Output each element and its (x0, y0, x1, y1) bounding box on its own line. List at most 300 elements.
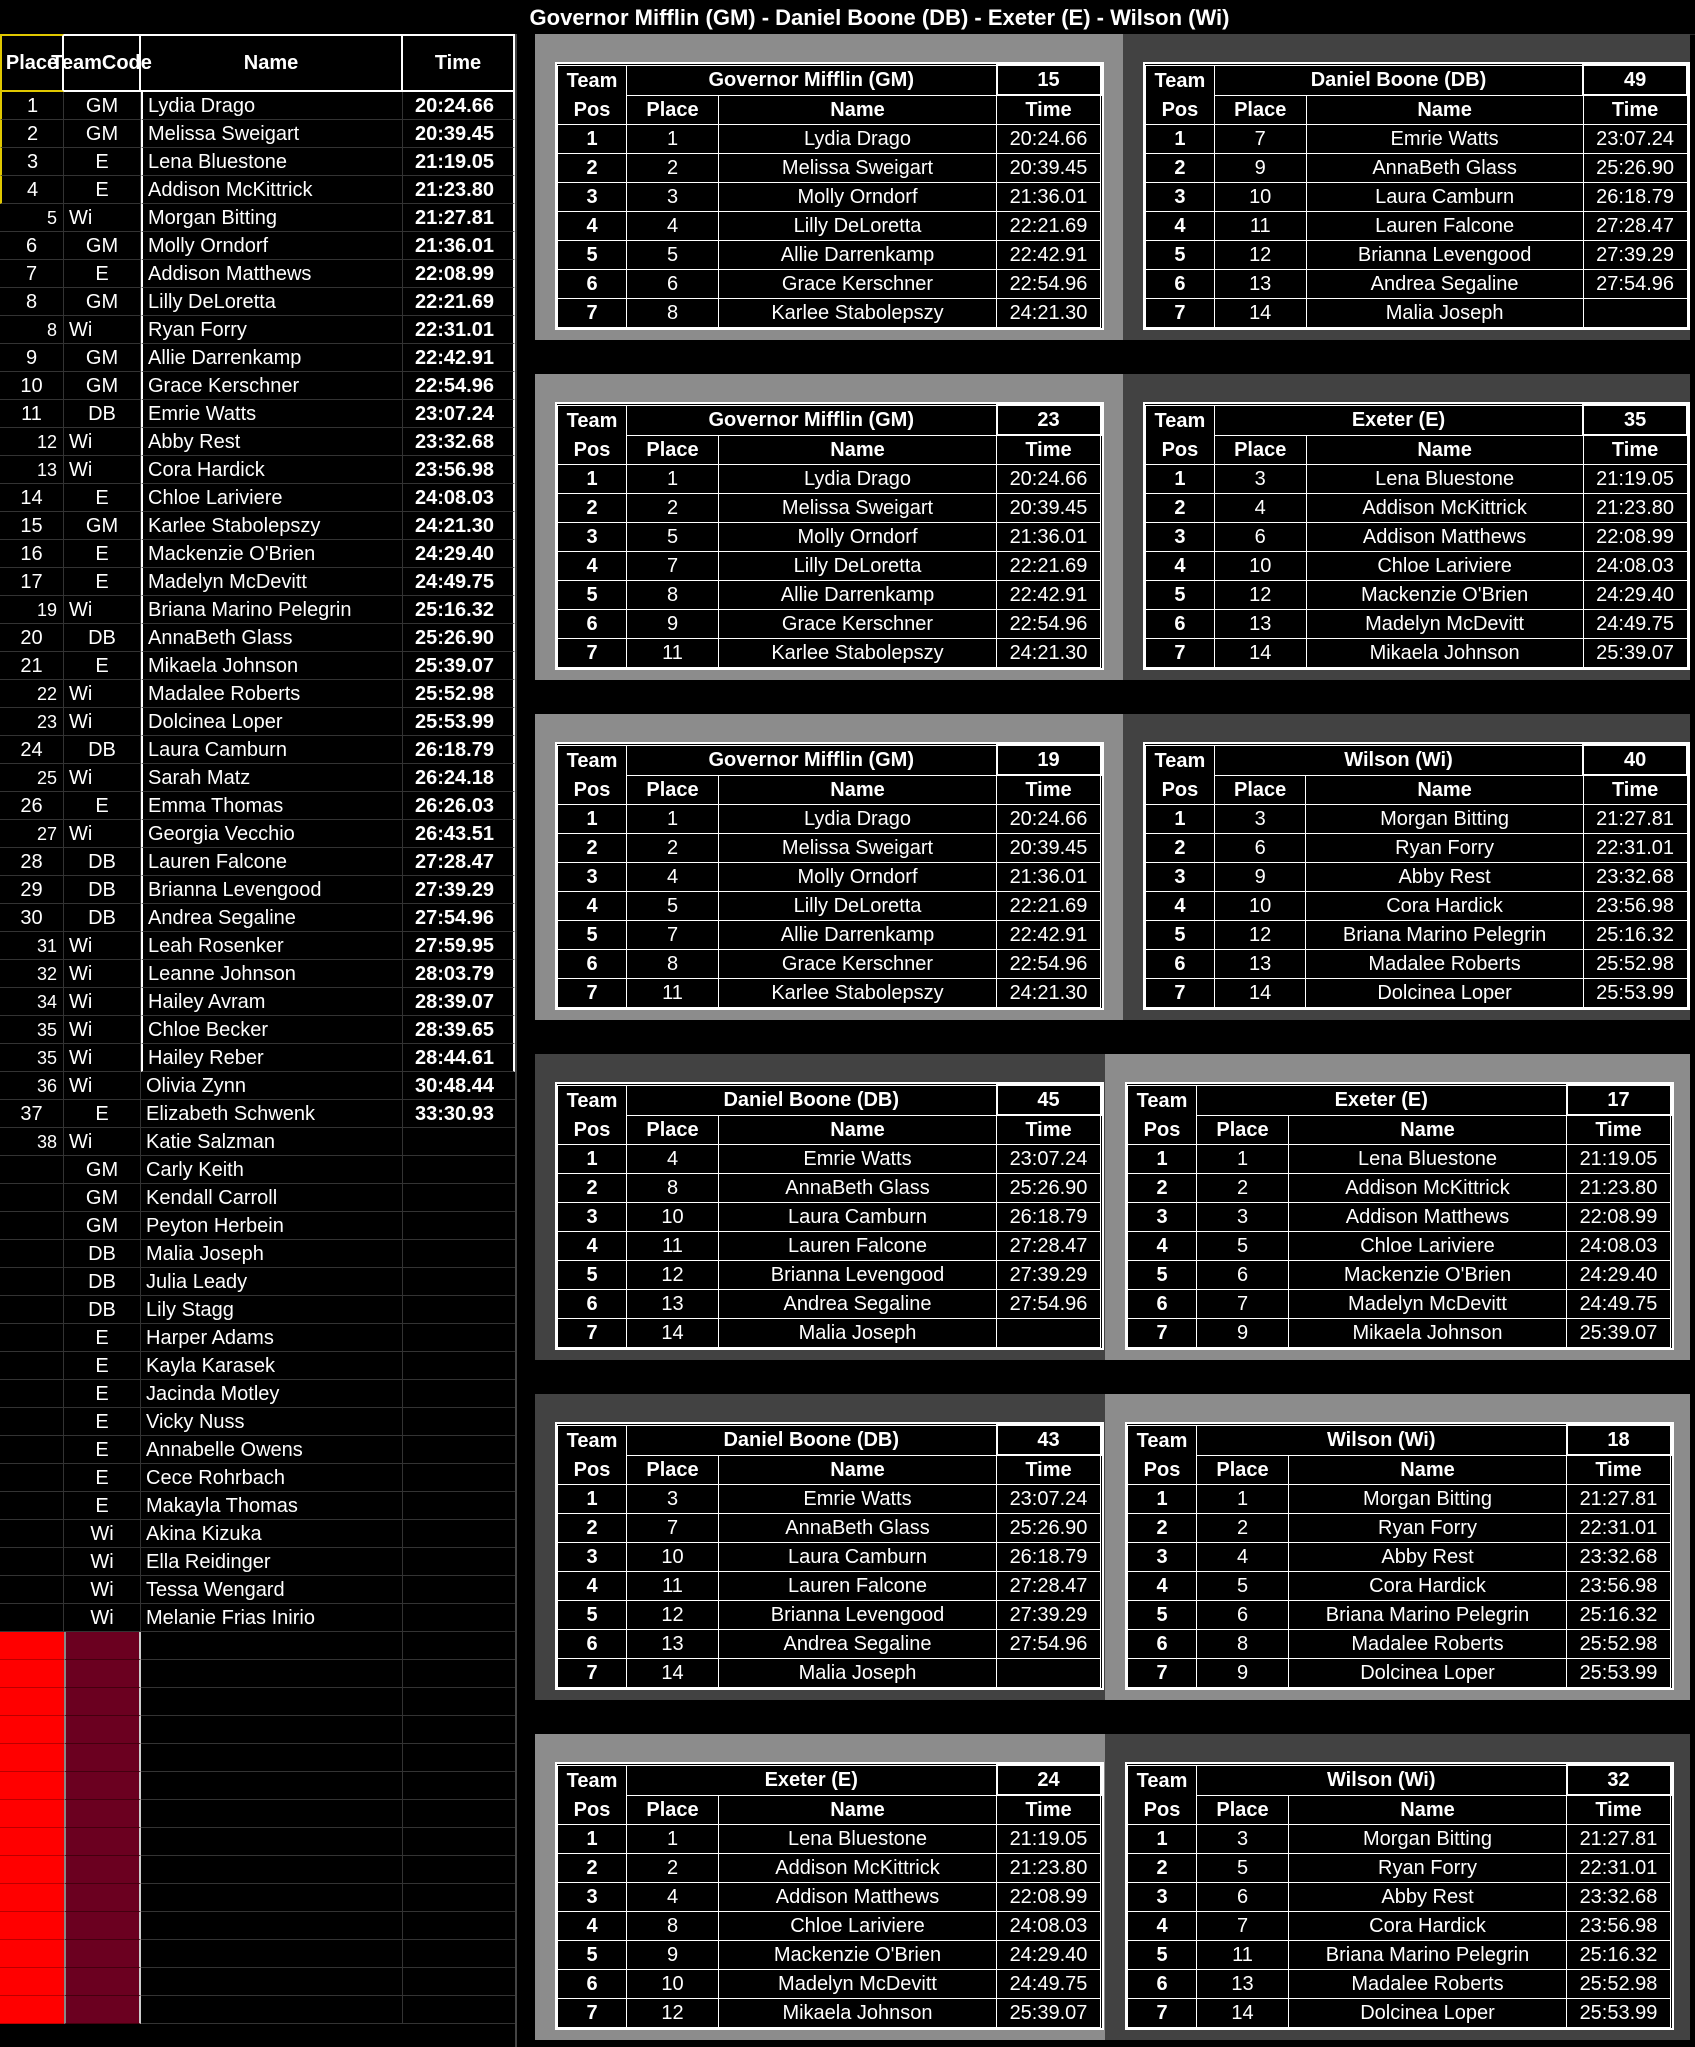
cell-team-code[interactable]: E (64, 176, 141, 204)
team-name[interactable]: Exeter (E) (1214, 405, 1583, 435)
cell-team-pos[interactable]: 2 (1128, 1854, 1197, 1883)
cell-place[interactable]: 4 (0, 176, 64, 204)
cell-place[interactable]: 8 (627, 1912, 719, 1941)
cell-name[interactable]: Madalee Roberts (141, 680, 403, 708)
cell-name[interactable]: Abby Rest (1289, 1543, 1567, 1572)
team-pos-label-bottom[interactable]: Pos (558, 1795, 627, 1825)
cell-time[interactable]: 20:24.66 (997, 805, 1101, 834)
cell-team-pos[interactable]: 1 (558, 125, 627, 154)
team-pos-label-bottom[interactable]: Pos (558, 1115, 627, 1145)
cell-team-pos[interactable]: 1 (558, 1145, 627, 1174)
cell-team-pos[interactable]: 3 (1146, 523, 1215, 552)
cell-team-code[interactable]: Wi (64, 680, 141, 708)
cell-place[interactable]: 2 (627, 494, 719, 523)
cell-name[interactable]: Emrie Watts (141, 400, 403, 428)
cell-team-pos[interactable]: 2 (1146, 154, 1215, 183)
cell-team-pos[interactable]: 4 (558, 1232, 627, 1261)
cell-team-pos[interactable]: 5 (1146, 921, 1215, 950)
cell-time[interactable]: 21:27.81 (1567, 1485, 1671, 1514)
cell-place[interactable] (0, 1268, 64, 1296)
cell-name[interactable]: Dolcinea Loper (1289, 1659, 1567, 1688)
cell-place[interactable]: 1 (627, 465, 719, 494)
cell-place[interactable]: 10 (627, 1203, 719, 1232)
cell-team-code[interactable]: E (64, 484, 141, 512)
cell-team-code[interactable]: Wi (64, 960, 141, 988)
cell-team-pos[interactable]: 2 (558, 1514, 627, 1543)
cell-time[interactable]: 27:39.29 (403, 876, 515, 904)
cell-name[interactable]: Kayla Karasek (141, 1352, 403, 1380)
cell-time[interactable] (403, 1436, 515, 1464)
cell-time[interactable]: 25:52.98 (403, 680, 515, 708)
name-header[interactable]: Name (1289, 1115, 1567, 1145)
team-score[interactable]: 23 (997, 405, 1101, 435)
cell-team-pos[interactable]: 2 (558, 834, 627, 863)
name-header[interactable]: Name (719, 1115, 997, 1145)
cell-time[interactable]: 27:39.29 (997, 1261, 1101, 1290)
cell-name[interactable]: Grace Kerschner (719, 610, 997, 639)
cell-name[interactable]: Jacinda Motley (141, 1380, 403, 1408)
cell-place[interactable]: 14 (1197, 1999, 1289, 2028)
cell-name[interactable]: Lena Bluestone (1306, 465, 1583, 494)
cell-time[interactable]: 26:18.79 (997, 1203, 1101, 1232)
cell-place[interactable] (0, 1520, 64, 1548)
cell-name-empty[interactable] (141, 1688, 403, 1716)
cell-time[interactable]: 25:26.90 (1583, 154, 1687, 183)
cell-place[interactable]: 9 (1197, 1659, 1289, 1688)
cell-place[interactable]: 5 (1197, 1572, 1289, 1601)
cell-place[interactable]: 12 (1214, 921, 1306, 950)
cell-name[interactable]: Laura Camburn (719, 1203, 997, 1232)
cell-time[interactable]: 28:39.65 (403, 1016, 515, 1044)
cell-place-empty[interactable] (0, 1716, 64, 1744)
cell-place[interactable]: 10 (627, 1970, 719, 1999)
cell-place[interactable]: 21 (0, 652, 64, 680)
cell-time[interactable] (403, 1212, 515, 1240)
cell-time[interactable]: 22:21.69 (403, 288, 515, 316)
cell-time[interactable]: 22:54.96 (997, 610, 1101, 639)
cell-name[interactable]: Emrie Watts (719, 1485, 997, 1514)
cell-name[interactable]: Chloe Lariviere (141, 484, 403, 512)
name-header[interactable]: Name (1306, 95, 1583, 125)
time-header[interactable]: Time (1583, 95, 1687, 125)
cell-place[interactable]: 12 (0, 428, 64, 456)
cell-time[interactable]: 25:53.99 (1567, 1999, 1671, 2028)
cell-team-pos[interactable]: 1 (558, 465, 627, 494)
cell-name[interactable]: Grace Kerschner (719, 270, 997, 299)
cell-team-pos[interactable]: 2 (558, 154, 627, 183)
team-name[interactable]: Governor Mifflin (GM) (627, 65, 997, 95)
cell-team-pos[interactable]: 1 (1128, 1825, 1197, 1854)
cell-place-empty[interactable] (0, 1772, 64, 1800)
team-pos-label-top[interactable]: Team (558, 1085, 627, 1115)
cell-place[interactable]: 22 (0, 680, 64, 708)
cell-place[interactable]: 7 (627, 552, 719, 581)
cell-team-pos[interactable]: 2 (558, 1174, 627, 1203)
team-name[interactable]: Governor Mifflin (GM) (627, 745, 997, 775)
cell-place[interactable] (0, 1464, 64, 1492)
cell-place-empty[interactable] (0, 1744, 64, 1772)
cell-team-code[interactable]: Wi (64, 1016, 141, 1044)
cell-team-code[interactable]: DB (64, 736, 141, 764)
team-score[interactable]: 35 (1583, 405, 1687, 435)
cell-team-pos[interactable]: 7 (1146, 639, 1215, 668)
cell-name-empty[interactable] (141, 1996, 403, 2024)
cell-name[interactable]: Leanne Johnson (141, 960, 403, 988)
team-pos-label-bottom[interactable]: Pos (558, 95, 627, 125)
cell-team-pos[interactable]: 4 (1128, 1572, 1197, 1601)
header-name[interactable]: Name (141, 34, 403, 92)
cell-team-code[interactable]: Wi (64, 596, 141, 624)
cell-time[interactable] (403, 1128, 515, 1156)
team-name[interactable]: Governor Mifflin (GM) (627, 405, 997, 435)
cell-name-empty[interactable] (141, 1828, 403, 1856)
cell-time[interactable] (403, 1548, 515, 1576)
cell-place[interactable]: 6 (1197, 1261, 1289, 1290)
cell-team-pos[interactable]: 6 (558, 1630, 627, 1659)
cell-team-pos[interactable]: 4 (558, 892, 627, 921)
cell-team-code[interactable]: DB (64, 1296, 141, 1324)
cell-place-empty[interactable] (0, 1968, 64, 1996)
cell-name[interactable]: Georgia Vecchio (141, 820, 403, 848)
cell-name[interactable]: Laura Camburn (141, 736, 403, 764)
cell-name[interactable]: Melanie Frias Inirio (141, 1604, 403, 1632)
cell-team-code[interactable]: Wi (64, 428, 141, 456)
cell-team-pos[interactable]: 4 (1146, 552, 1215, 581)
cell-time[interactable]: 27:28.47 (997, 1572, 1101, 1601)
cell-time[interactable]: 25:53.99 (403, 708, 515, 736)
cell-place[interactable]: 8 (627, 1174, 719, 1203)
cell-time[interactable]: 22:21.69 (997, 212, 1101, 241)
cell-time[interactable]: 21:19.05 (1583, 465, 1687, 494)
cell-place[interactable]: 17 (0, 568, 64, 596)
cell-team-pos[interactable]: 5 (1146, 241, 1215, 270)
cell-team-code[interactable]: Wi (64, 988, 141, 1016)
team-pos-label-bottom[interactable]: Pos (1128, 1115, 1197, 1145)
cell-place[interactable]: 2 (0, 120, 64, 148)
cell-place[interactable]: 11 (627, 1232, 719, 1261)
cell-team-pos[interactable]: 6 (1146, 270, 1215, 299)
cell-name[interactable]: Julia Leady (141, 1268, 403, 1296)
cell-name[interactable]: Harper Adams (141, 1324, 403, 1352)
time-header[interactable]: Time (997, 775, 1101, 805)
time-header[interactable]: Time (997, 435, 1101, 465)
cell-place[interactable]: 34 (0, 988, 64, 1016)
cell-name[interactable]: Mikaela Johnson (719, 1999, 997, 2028)
cell-name[interactable]: Lauren Falcone (1306, 212, 1583, 241)
cell-team-code[interactable]: GM (64, 120, 141, 148)
cell-name[interactable]: Lydia Drago (141, 92, 403, 120)
time-header[interactable]: Time (1567, 1115, 1671, 1145)
cell-time[interactable] (403, 1520, 515, 1548)
cell-time[interactable]: 20:24.66 (403, 92, 515, 120)
cell-time-empty[interactable] (403, 1996, 515, 2024)
cell-time[interactable]: 21:27.81 (1567, 1825, 1671, 1854)
cell-team-code[interactable]: GM (64, 288, 141, 316)
cell-name[interactable]: Mikaela Johnson (1306, 639, 1583, 668)
name-header[interactable]: Name (1306, 775, 1583, 805)
cell-team-pos[interactable]: 6 (558, 950, 627, 979)
team-pos-label-bottom[interactable]: Pos (1146, 435, 1215, 465)
cell-time[interactable]: 22:08.99 (1583, 523, 1687, 552)
cell-time[interactable]: 23:32.68 (1583, 863, 1687, 892)
cell-team-code[interactable]: E (64, 1408, 141, 1436)
cell-name[interactable]: Dolcinea Loper (1306, 979, 1583, 1008)
cell-place[interactable]: 6 (627, 270, 719, 299)
cell-place[interactable]: 29 (0, 876, 64, 904)
cell-place-empty[interactable] (0, 1828, 64, 1856)
cell-team-pos[interactable]: 2 (1146, 494, 1215, 523)
cell-name[interactable]: AnnaBeth Glass (719, 1174, 997, 1203)
cell-team-pos[interactable]: 6 (558, 1970, 627, 1999)
cell-time[interactable]: 20:24.66 (997, 465, 1101, 494)
header-place[interactable]: Place (0, 34, 64, 92)
cell-time[interactable]: 27:54.96 (997, 1290, 1101, 1319)
cell-team-pos[interactable]: 6 (1128, 1970, 1197, 1999)
cell-time[interactable]: 23:07.24 (997, 1145, 1101, 1174)
cell-name-empty[interactable] (141, 1884, 403, 1912)
cell-place[interactable] (0, 1408, 64, 1436)
cell-time[interactable]: 24:29.40 (403, 540, 515, 568)
cell-name[interactable]: Sarah Matz (141, 764, 403, 792)
cell-name[interactable]: Makayla Thomas (141, 1492, 403, 1520)
cell-time[interactable]: 21:36.01 (997, 523, 1101, 552)
cell-team-code[interactable]: DB (64, 1240, 141, 1268)
cell-team-pos[interactable]: 4 (558, 552, 627, 581)
cell-time[interactable]: 20:39.45 (997, 494, 1101, 523)
cell-place[interactable]: 13 (1214, 950, 1306, 979)
cell-name[interactable]: Addison Matthews (719, 1883, 997, 1912)
name-header[interactable]: Name (719, 95, 997, 125)
cell-place[interactable] (0, 1184, 64, 1212)
cell-time[interactable]: 24:08.03 (1583, 552, 1687, 581)
team-score[interactable]: 24 (997, 1765, 1101, 1795)
cell-team-pos[interactable]: 3 (1146, 183, 1215, 212)
cell-name-empty[interactable] (141, 1716, 403, 1744)
cell-team-code-empty[interactable] (64, 1716, 141, 1744)
cell-place[interactable]: 8 (627, 950, 719, 979)
place-header[interactable]: Place (627, 95, 719, 125)
cell-name[interactable]: Melissa Sweigart (141, 120, 403, 148)
cell-time[interactable]: 24:08.03 (997, 1912, 1101, 1941)
cell-team-pos[interactable]: 4 (1146, 212, 1215, 241)
cell-team-pos[interactable]: 2 (1146, 834, 1215, 863)
cell-team-pos[interactable]: 3 (1128, 1543, 1197, 1572)
cell-name[interactable]: Addison McKittrick (141, 176, 403, 204)
cell-time[interactable]: 24:08.03 (403, 484, 515, 512)
place-header[interactable]: Place (1214, 95, 1306, 125)
cell-place-empty[interactable] (0, 1660, 64, 1688)
cell-place[interactable]: 13 (627, 1290, 719, 1319)
cell-team-pos[interactable]: 3 (1128, 1203, 1197, 1232)
cell-place[interactable]: 7 (0, 260, 64, 288)
cell-time[interactable]: 24:21.30 (997, 299, 1101, 328)
cell-name[interactable]: Mackenzie O'Brien (1306, 581, 1583, 610)
cell-team-pos[interactable]: 5 (558, 921, 627, 950)
cell-time[interactable]: 24:29.40 (1583, 581, 1687, 610)
cell-place[interactable]: 2 (627, 834, 719, 863)
cell-name[interactable]: Mackenzie O'Brien (1289, 1261, 1567, 1290)
cell-name[interactable]: Malia Joseph (141, 1240, 403, 1268)
team-name[interactable]: Exeter (E) (627, 1765, 997, 1795)
cell-time[interactable]: 22:54.96 (997, 270, 1101, 299)
cell-team-code[interactable]: Wi (64, 1072, 141, 1100)
cell-team-code[interactable]: E (64, 1492, 141, 1520)
cell-place[interactable] (0, 1212, 64, 1240)
cell-name[interactable]: Morgan Bitting (1289, 1825, 1567, 1854)
cell-time-empty[interactable] (403, 1772, 515, 1800)
team-name[interactable]: Daniel Boone (DB) (1214, 65, 1583, 95)
cell-team-code[interactable]: Wi (64, 820, 141, 848)
cell-place-empty[interactable] (0, 1688, 64, 1716)
cell-name[interactable]: Molly Orndorf (719, 863, 997, 892)
cell-time[interactable]: 21:23.80 (403, 176, 515, 204)
cell-place[interactable] (0, 1240, 64, 1268)
cell-name[interactable]: Chloe Becker (141, 1016, 403, 1044)
cell-team-pos[interactable]: 7 (558, 1659, 627, 1688)
cell-time-empty[interactable] (403, 1632, 515, 1660)
cell-name[interactable]: Molly Orndorf (719, 523, 997, 552)
cell-team-code[interactable]: DB (64, 624, 141, 652)
cell-place[interactable]: 13 (627, 1630, 719, 1659)
cell-team-code[interactable]: GM (64, 512, 141, 540)
cell-name-empty[interactable] (141, 1744, 403, 1772)
cell-team-pos[interactable]: 5 (1128, 1941, 1197, 1970)
cell-name[interactable]: Chloe Lariviere (719, 1912, 997, 1941)
cell-place[interactable]: 4 (627, 863, 719, 892)
team-pos-label-top[interactable]: Team (1146, 65, 1215, 95)
cell-place[interactable]: 10 (627, 1543, 719, 1572)
cell-team-code[interactable]: GM (64, 92, 141, 120)
cell-time[interactable]: 27:54.96 (997, 1630, 1101, 1659)
cell-team-code[interactable]: Wi (64, 1604, 141, 1632)
cell-place[interactable]: 11 (1214, 212, 1306, 241)
cell-place[interactable]: 4 (627, 1145, 719, 1174)
cell-name[interactable]: Lena Bluestone (719, 1825, 997, 1854)
cell-place[interactable]: 3 (0, 148, 64, 176)
cell-team-pos[interactable]: 7 (1146, 979, 1215, 1008)
cell-place[interactable]: 12 (1214, 581, 1306, 610)
cell-place[interactable]: 30 (0, 904, 64, 932)
cell-time[interactable]: 24:29.40 (1567, 1261, 1671, 1290)
cell-name[interactable]: Leah Rosenker (141, 932, 403, 960)
cell-name[interactable]: Madalee Roberts (1289, 1970, 1567, 1999)
cell-team-pos[interactable]: 3 (1128, 1883, 1197, 1912)
cell-name[interactable]: Andrea Segaline (1306, 270, 1583, 299)
cell-team-pos[interactable]: 4 (558, 212, 627, 241)
cell-time[interactable]: 25:39.07 (1583, 639, 1687, 668)
cell-time[interactable]: 23:56.98 (403, 456, 515, 484)
cell-name[interactable]: Karlee Stabolepszy (719, 979, 997, 1008)
cell-time[interactable] (403, 1464, 515, 1492)
cell-place-empty[interactable] (0, 1856, 64, 1884)
team-pos-label-top[interactable]: Team (558, 745, 627, 775)
cell-team-pos[interactable]: 7 (1128, 1319, 1197, 1348)
cell-team-pos[interactable]: 7 (558, 639, 627, 668)
cell-time[interactable] (403, 1324, 515, 1352)
cell-place[interactable]: 11 (627, 639, 719, 668)
team-name[interactable]: Wilson (Wi) (1197, 1765, 1567, 1795)
cell-name[interactable]: Andrea Segaline (719, 1630, 997, 1659)
cell-place-empty[interactable] (0, 1632, 64, 1660)
cell-name[interactable]: Emrie Watts (1306, 125, 1583, 154)
cell-place[interactable]: 12 (1214, 241, 1306, 270)
cell-place[interactable]: 5 (1197, 1854, 1289, 1883)
cell-place[interactable]: 9 (0, 344, 64, 372)
cell-place[interactable]: 32 (0, 960, 64, 988)
cell-time[interactable] (403, 1492, 515, 1520)
cell-time[interactable]: 24:29.40 (997, 1941, 1101, 1970)
cell-team-code[interactable]: E (64, 260, 141, 288)
cell-time[interactable]: 22:31.01 (1583, 834, 1687, 863)
cell-team-code[interactable]: DB (64, 904, 141, 932)
cell-place[interactable]: 2 (627, 154, 719, 183)
cell-name[interactable]: Andrea Segaline (719, 1290, 997, 1319)
time-header[interactable]: Time (1583, 435, 1687, 465)
cell-place[interactable]: 5 (1197, 1232, 1289, 1261)
cell-time[interactable]: 21:36.01 (997, 863, 1101, 892)
cell-time[interactable]: 25:16.32 (403, 596, 515, 624)
cell-time[interactable]: 21:19.05 (403, 148, 515, 176)
cell-team-code[interactable]: Wi (64, 1576, 141, 1604)
cell-team-code[interactable]: E (64, 792, 141, 820)
cell-name[interactable]: Morgan Bitting (1306, 805, 1583, 834)
header-time[interactable]: Time (403, 34, 515, 92)
cell-name[interactable]: Laura Camburn (1306, 183, 1583, 212)
cell-team-code[interactable]: E (64, 568, 141, 596)
cell-team-pos[interactable]: 3 (558, 863, 627, 892)
cell-time[interactable]: 24:49.75 (1567, 1290, 1671, 1319)
cell-team-pos[interactable]: 7 (558, 299, 627, 328)
cell-name[interactable]: Briana Marino Pelegrin (1306, 921, 1583, 950)
cell-time[interactable]: 27:28.47 (1583, 212, 1687, 241)
cell-name[interactable]: Molly Orndorf (141, 232, 403, 260)
team-pos-label-bottom[interactable]: Pos (1128, 1455, 1197, 1485)
team-score[interactable]: 43 (997, 1425, 1101, 1455)
cell-team-code[interactable]: Wi (64, 1128, 141, 1156)
cell-name[interactable]: Ryan Forry (1289, 1514, 1567, 1543)
cell-name[interactable]: Lilly DeLoretta (719, 212, 997, 241)
cell-place[interactable]: 7 (627, 1514, 719, 1543)
cell-time[interactable]: 21:27.81 (403, 204, 515, 232)
cell-team-code[interactable]: E (64, 652, 141, 680)
cell-name[interactable]: Cora Hardick (1306, 892, 1583, 921)
cell-time[interactable]: 28:44.61 (403, 1044, 515, 1072)
cell-place[interactable]: 1 (627, 1825, 719, 1854)
cell-name[interactable]: Addison Matthews (1306, 523, 1583, 552)
cell-name[interactable]: Brianna Levengood (719, 1261, 997, 1290)
cell-name[interactable]: AnnaBeth Glass (719, 1514, 997, 1543)
cell-time-empty[interactable] (403, 1940, 515, 1968)
cell-place[interactable]: 16 (0, 540, 64, 568)
cell-time[interactable]: 24:49.75 (1583, 610, 1687, 639)
cell-time[interactable]: 22:42.91 (997, 921, 1101, 950)
cell-name[interactable]: Malia Joseph (719, 1659, 997, 1688)
cell-time[interactable] (403, 1352, 515, 1380)
cell-time[interactable]: 27:28.47 (997, 1232, 1101, 1261)
cell-team-code-empty[interactable] (64, 1632, 141, 1660)
cell-team-code-empty[interactable] (64, 1800, 141, 1828)
cell-time[interactable]: 25:52.98 (1567, 1630, 1671, 1659)
cell-name[interactable]: Morgan Bitting (141, 204, 403, 232)
cell-name[interactable]: Karlee Stabolepszy (719, 299, 997, 328)
cell-name[interactable]: Malia Joseph (719, 1319, 997, 1348)
cell-team-code[interactable]: E (64, 1100, 141, 1128)
cell-name[interactable]: Hailey Avram (141, 988, 403, 1016)
cell-time[interactable]: 22:08.99 (403, 260, 515, 288)
place-header[interactable]: Place (1214, 435, 1306, 465)
cell-time[interactable]: 21:36.01 (997, 183, 1101, 212)
cell-time[interactable]: 20:39.45 (997, 834, 1101, 863)
